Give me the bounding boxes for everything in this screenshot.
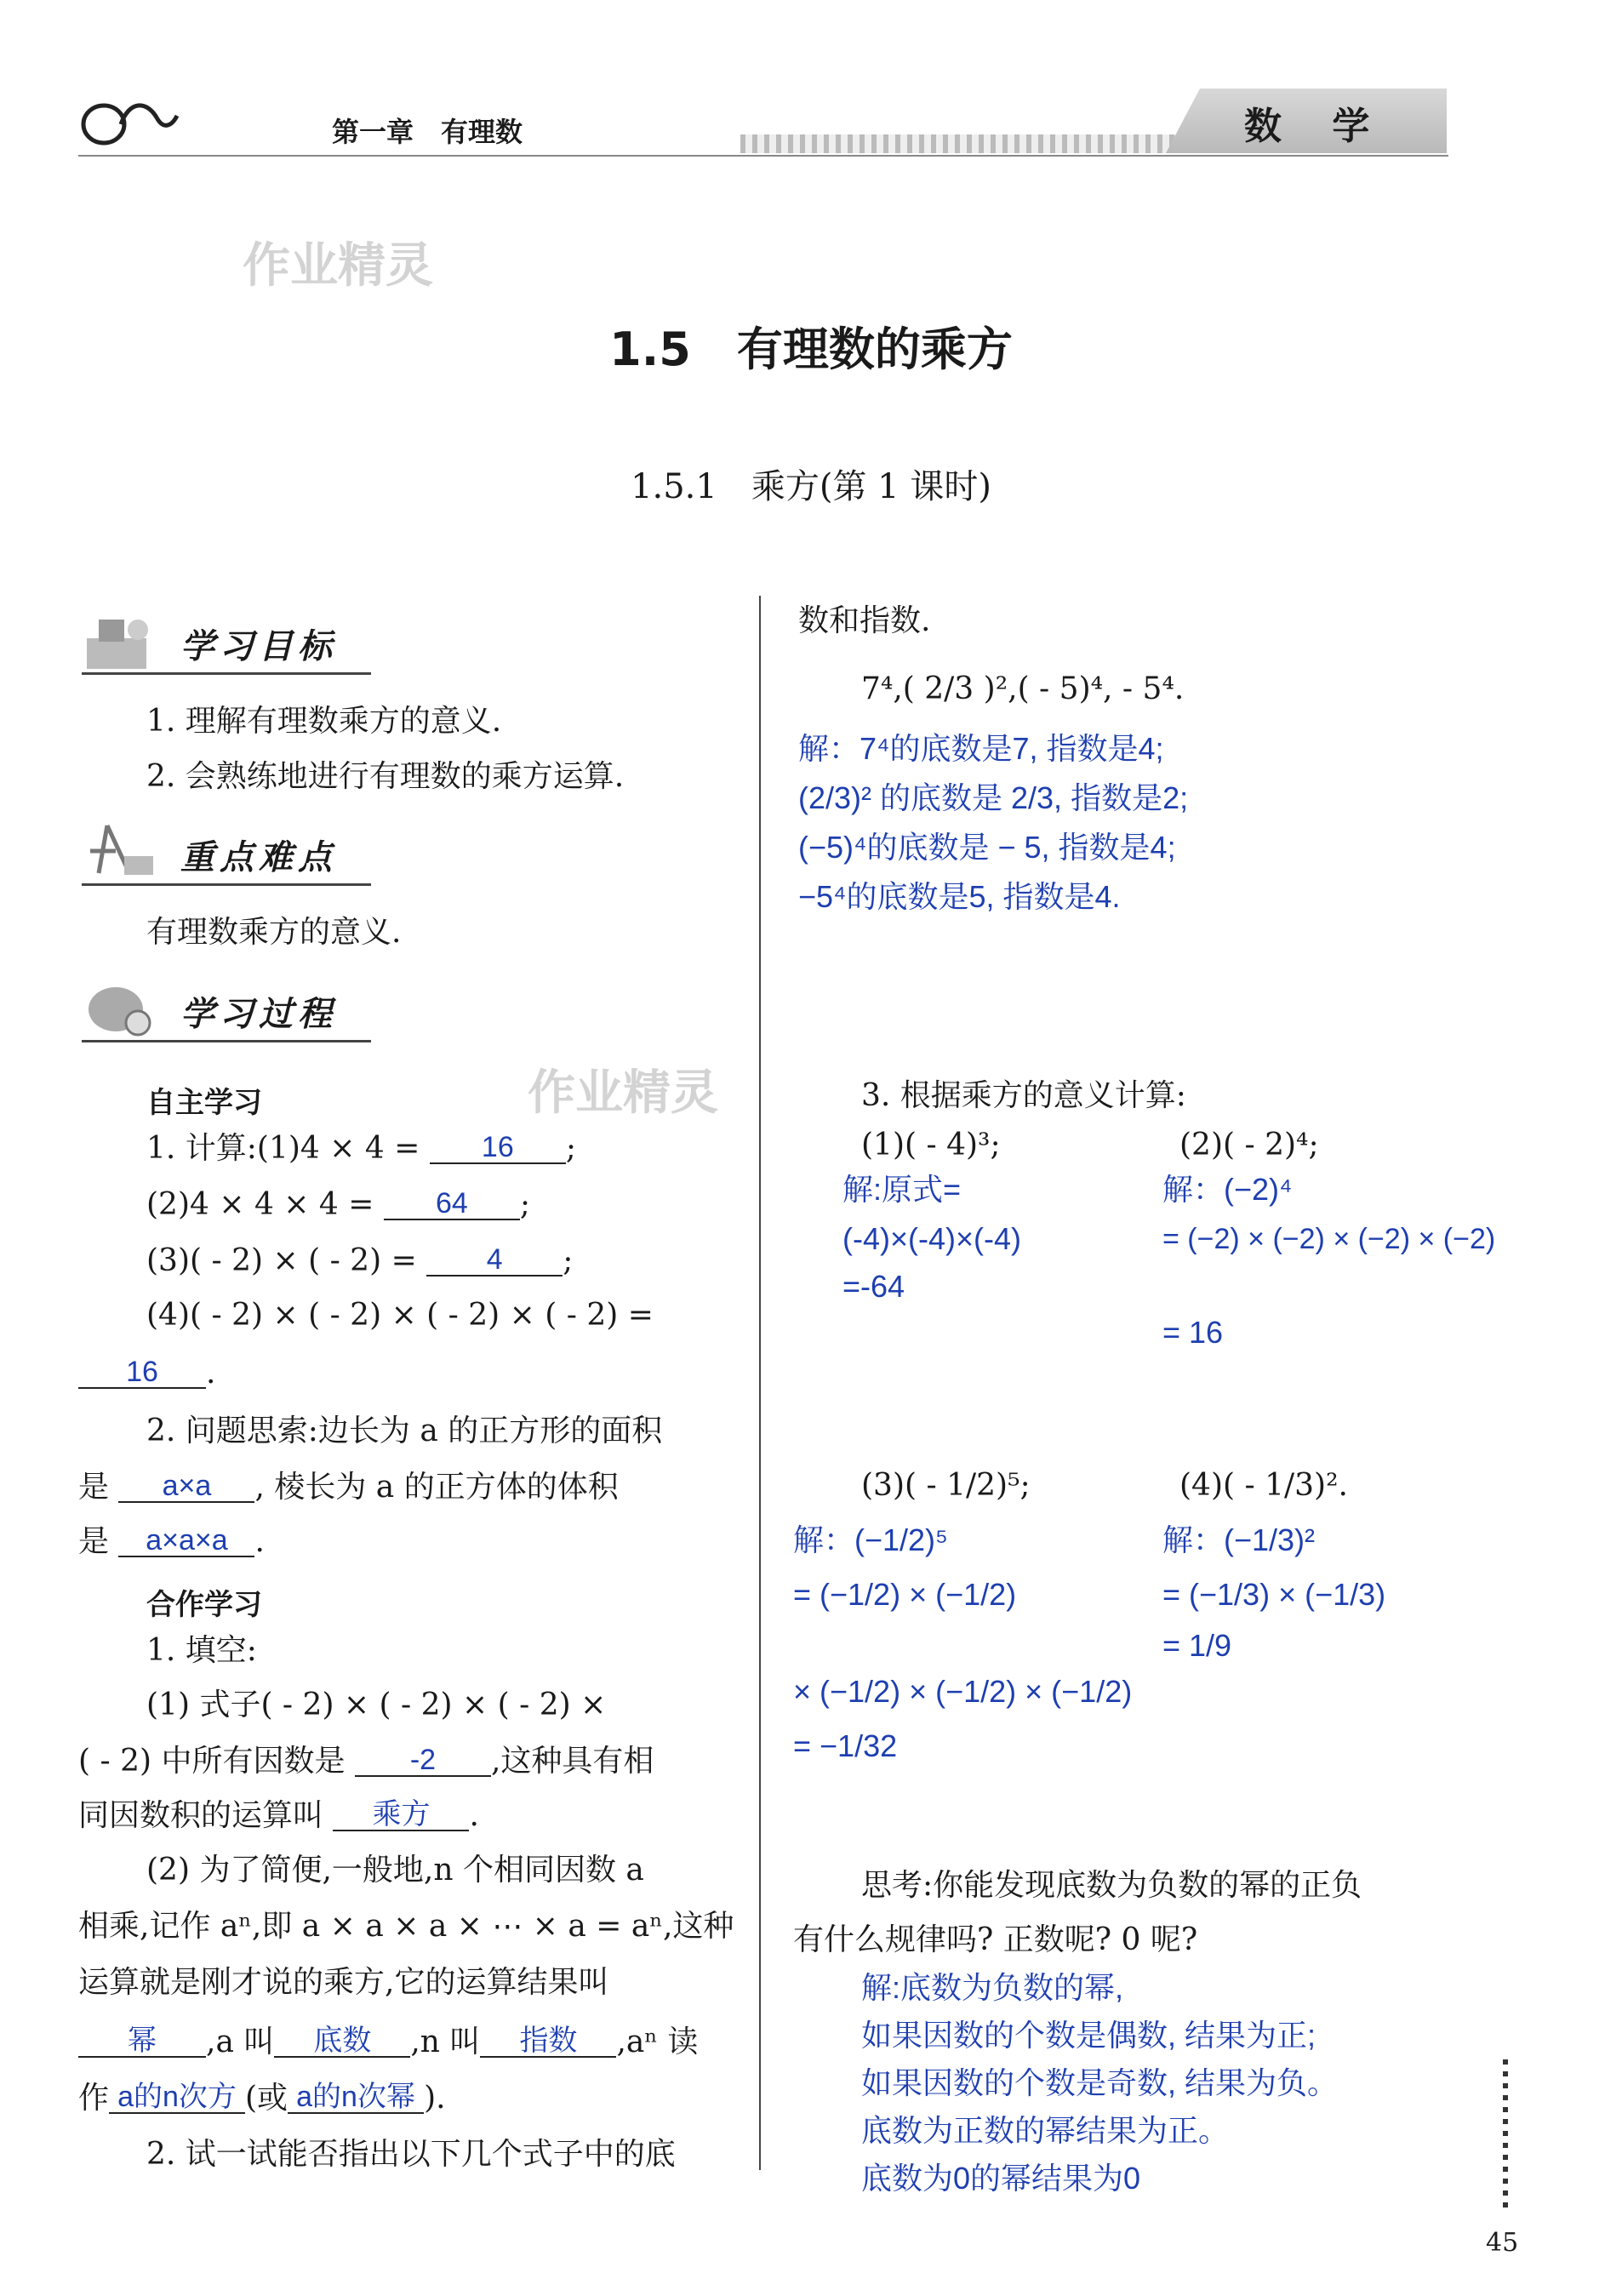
p2-solution-1: 解：(−2)⁴ <box>1162 1172 1293 1207</box>
p3-solution-3: × (−1/2) × (−1/2) × (−1/2) <box>793 1674 1133 1709</box>
q2-line-a: 2. 问题思索:边长为 a 的正方形的面积 <box>146 1414 663 1448</box>
fill1-line-c: 同因数积的运算叫 乘方 . <box>78 1798 479 1833</box>
header-rule <box>78 155 1448 157</box>
fill1-operation-blank[interactable]: 乘方 <box>333 1799 469 1831</box>
watermark-top: 作业精灵 <box>243 238 433 294</box>
keypoints-underline <box>82 883 371 886</box>
fill2-base-blank[interactable]: 底数 <box>274 2025 410 2058</box>
section-title: 1.5 有理数的乘方 <box>609 323 1013 376</box>
goal-item-2: 2. 会熟练地进行有理数的乘方运算. <box>146 759 625 794</box>
q1-2-answer-blank[interactable]: 64 <box>384 1188 520 1220</box>
solution-line-2: (2/3)² 的底数是 2/3, 指数是2; <box>798 780 1189 815</box>
p4-solution-3: = 1/9 <box>1162 1628 1232 1663</box>
coop-study-heading: 合作学习 <box>146 1588 262 1622</box>
q2-cube-volume-blank[interactable]: a×a×a <box>118 1525 254 1557</box>
q1-3-answer-blank[interactable]: 4 <box>426 1244 563 1277</box>
fill2-power-blank[interactable]: 幂 <box>78 2025 206 2058</box>
q1-3-line: (3)( - 2) × ( - 2) = 4 ; <box>146 1243 574 1278</box>
exercise-expressions: 7⁴,( 2/3 )²,( - 5)⁴, - 5⁴. <box>861 671 1185 706</box>
q1-4-answer-line: 16 . <box>78 1356 215 1389</box>
fill2-line-e: 作 a的n次方 (或 a的n次幂 ). <box>78 2081 446 2116</box>
page-number: 45 <box>1486 2228 1519 2258</box>
p3-solution-4: = −1/32 <box>793 1728 898 1763</box>
think-answer-3: 如果因数的个数是奇数, 结果为负。 <box>861 2065 1339 2100</box>
right-continuation: 数和指数. <box>798 603 931 638</box>
p2-solution-3: = 16 <box>1162 1315 1224 1350</box>
subsection-title: 1.5.1 乘方(第 1 课时) <box>631 467 991 506</box>
fill2-read-blank[interactable]: a的n次方 <box>109 2082 245 2114</box>
header-logo <box>78 92 180 155</box>
goals-icon <box>82 613 158 677</box>
p1-question: (1)( - 4)³; <box>861 1128 1001 1162</box>
fill2-line-b: 相乘,记作 aⁿ,即 a × a × a × ⋯ × a = aⁿ,这种 <box>78 1909 734 1944</box>
q1-2-line: (2)4 × 4 × 4 = 64 ; <box>146 1187 531 1222</box>
fill2-line-a: (2) 为了简便,一般地,n 个相同因数 a <box>146 1853 644 1888</box>
q2-line-b: 是 a×a , 棱长为 a 的正方体的体积 <box>78 1470 619 1505</box>
goals-underline <box>82 672 371 675</box>
goals-heading: 学习目标 <box>180 627 337 666</box>
fill-heading: 1. 填空: <box>146 1633 257 1668</box>
q1-4-answer-blank[interactable]: 16 <box>78 1356 206 1389</box>
fill2-read-alt-blank[interactable]: a的n次幂 <box>288 2082 424 2114</box>
think-answer-5: 底数为0的幂结果为0 <box>861 2161 1141 2196</box>
think-answer-1: 解:底数为负数的幂, <box>861 1970 1124 2005</box>
goal-item-1: 1. 理解有理数乘方的意义. <box>146 704 502 739</box>
q2-line-c: 是 a×a×a . <box>78 1524 265 1559</box>
p4-solution-2: = (−1/3) × (−1/3) <box>1162 1577 1386 1612</box>
fill2-line-d: 幂 ,a 叫 底数 ,n 叫 指数 ,aⁿ 读 <box>78 2025 698 2058</box>
think-answer-4: 底数为正数的幂结果为正。 <box>861 2113 1230 2148</box>
p2-solution-2: = (−2) × (−2) × (−2) × (−2) <box>1162 1223 1496 1255</box>
q1-4-line: (4)( - 2) × ( - 2) × ( - 2) × ( - 2) = <box>146 1298 654 1333</box>
q1-line: 1. 计算:(1)4 × 4 = 16 ; <box>146 1131 576 1166</box>
p1-solution-3: =-64 <box>842 1269 905 1304</box>
think-line-2: 有什么规律吗? 正数呢? 0 呢? <box>793 1922 1198 1957</box>
self-study-heading: 自主学习 <box>146 1086 262 1120</box>
p2-question: (2)( - 2)⁴; <box>1179 1128 1319 1162</box>
q2-square-area-blank[interactable]: a×a <box>118 1471 254 1503</box>
fill2-line-c: 运算就是刚才说的乘方,它的运算结果叫 <box>78 1965 609 2000</box>
p3-solution-1: 解：(−1/2)⁵ <box>793 1522 948 1557</box>
process-underline <box>82 1040 371 1042</box>
keypoints-icon <box>82 817 158 882</box>
think-line-1: 思考:你能发现底数为负数的幂的正负 <box>861 1868 1362 1903</box>
q1-label: 1. 计算:(1)4 × 4 = <box>146 1131 420 1166</box>
fill1-line-a: (1) 式子( - 2) × ( - 2) × ( - 2) × <box>146 1688 607 1722</box>
p4-question: (4)( - 1/3)². <box>1179 1468 1348 1503</box>
think-answer-2: 如果因数的个数是偶数, 结果为正; <box>861 2018 1316 2053</box>
keypoints-text: 有理数乘方的意义. <box>146 915 402 950</box>
solution-line-1: 解：7⁴的底数是7, 指数是4; <box>798 731 1164 766</box>
column-divider <box>759 596 761 2170</box>
solution-line-3: (−5)⁴的底数是 − 5, 指数是4; <box>798 830 1176 865</box>
solution-line-4: −5⁴的底数是5, 指数是4. <box>798 879 1121 914</box>
q3-heading: 3. 根据乘方的意义计算: <box>861 1078 1186 1113</box>
q1-answer-blank[interactable]: 16 <box>430 1132 566 1164</box>
p3-question: (3)( - 1/2)⁵; <box>861 1468 1031 1503</box>
watermark-mid: 作业精灵 <box>528 1065 718 1121</box>
p3-solution-2: = (−1/2) × (−1/2) <box>793 1577 1017 1612</box>
q2-try-line: 2. 试一试能否指出以下几个式子中的底 <box>146 2137 676 2172</box>
process-icon <box>82 975 158 1043</box>
keypoints-heading: 重点难点 <box>180 838 337 877</box>
margin-dots <box>1503 2059 1508 2213</box>
p4-solution-1: 解：(−1/3)² <box>1162 1522 1316 1557</box>
p1-solution-2: (-4)×(-4)×(-4) <box>842 1221 1022 1256</box>
fill2-exponent-blank[interactable]: 指数 <box>480 2025 616 2058</box>
chapter-title: 第一章 有理数 <box>332 116 523 148</box>
fill1-line-b: ( - 2) 中所有因数是 -2 ,这种具有相 <box>78 1744 654 1779</box>
process-heading: 学习过程 <box>180 995 337 1034</box>
fill1-factor-blank[interactable]: -2 <box>355 1745 491 1777</box>
subject-title: 数 学 <box>1244 105 1389 148</box>
p1-solution-1: 解:原式= <box>842 1172 962 1207</box>
